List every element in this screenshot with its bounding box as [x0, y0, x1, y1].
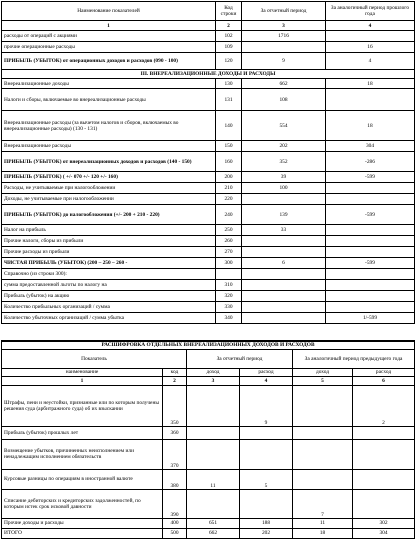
row-code: 500: [163, 528, 187, 538]
column-number: 1: [2, 21, 216, 31]
row-code: 360: [163, 426, 187, 439]
table-row: [2, 302, 415, 313]
row-code: 380: [163, 469, 187, 489]
row-previous: [326, 89, 415, 111]
row-name: сумма предоставленной льготы по налогу на: [2, 280, 216, 291]
row-name: Справочно (из строки 300):: [2, 269, 216, 280]
row-income: [187, 385, 240, 426]
table-row: [2, 111, 415, 141]
row-current: [242, 269, 326, 280]
column-number: 1: [2, 376, 163, 385]
row-current: 33: [242, 225, 326, 236]
col-header-current: За отчетный период: [187, 349, 293, 368]
row-name: Прочие доходы и расходы: [2, 518, 163, 528]
table-row: [2, 291, 415, 302]
row-current: [242, 194, 326, 205]
row-name: Внереализационные расходы (за вычетом налогов и сборов, включаемых во внереализационные расходы) (130 - 131): [2, 111, 216, 141]
column-number: 4: [240, 376, 293, 385]
row-expense: 9: [240, 385, 293, 426]
row-code: 102: [216, 31, 242, 42]
row-code: 140: [216, 111, 242, 141]
table-row: [2, 385, 415, 426]
section-header-row: [2, 70, 415, 79]
row-previous: [326, 183, 415, 194]
table-row: [2, 269, 415, 280]
row-current: [242, 247, 326, 258]
row-name: Курсовые разницы по операциям в иностранной валюте: [2, 469, 163, 489]
row-name: прочие операционные расходы: [2, 42, 216, 53]
row-name: ПРИБЫЛЬ (УБЫТОК) до налогообложения (+/- 200 + 210 - 220): [2, 205, 216, 225]
row-current: [242, 280, 326, 291]
breakdown-subheader-row: [2, 368, 415, 376]
row-current: [242, 236, 326, 247]
row-income-prev: 11: [293, 518, 353, 528]
row-expense-prev: [353, 489, 415, 518]
column-number: 5: [293, 376, 353, 385]
column-number: 3: [187, 376, 240, 385]
column-number-row: [2, 376, 415, 385]
row-expense: [240, 489, 293, 518]
row-previous: [326, 280, 415, 291]
table-row: [2, 152, 415, 172]
col-header-indicator: Показатель: [2, 349, 187, 368]
row-current: 108: [242, 89, 326, 111]
row-income-prev: [293, 469, 353, 489]
row-previous: [326, 247, 415, 258]
row-current: 100: [242, 183, 326, 194]
row-name: Доходы, не учитываемые при налогообложении: [2, 194, 216, 205]
row-income-prev: [293, 439, 353, 469]
row-previous: [326, 236, 415, 247]
table-row: [2, 53, 415, 70]
table-row: [2, 518, 415, 528]
row-name: ИТОГО: [2, 528, 163, 538]
row-name: Списание дебиторских и кредиторских задолженностей, по которым истек срок исковой давности: [2, 489, 163, 518]
column-number-row: [2, 21, 415, 31]
row-income: 662: [187, 528, 240, 538]
column-number: 4: [326, 21, 415, 31]
row-name: расходы от операций с акциями: [2, 31, 216, 42]
subheader-name: наименование: [2, 368, 163, 376]
table-row: [2, 469, 415, 489]
row-income-prev: 7: [293, 489, 353, 518]
breakdown-title: РАСШИФРОВКА ОТДЕЛЬНЫХ ВНЕРЕАЛИЗАЦИОННЫХ ДОХОДОВ И РАСХОДОВ: [2, 341, 415, 349]
table-row: [2, 280, 415, 291]
row-previous: [326, 31, 415, 42]
row-code: [216, 269, 242, 280]
row-name: Штрафы, пени и неустойки, признанные или по которым получены решения суда (арбитражного суда) об их взыскании: [2, 385, 163, 426]
row-current: 352: [242, 152, 326, 172]
subheader-code: код: [163, 368, 187, 376]
row-income: [187, 426, 240, 439]
row-name: ПРИБЫЛЬ (УБЫТОК) от операционных доходов и расходов (090 - 100): [2, 53, 216, 70]
row-name: Внереализационные доходы: [2, 79, 216, 89]
row-name: Возмещение убытков, причиненных неисполнением или ненадлежащим исполнением обязательств: [2, 439, 163, 469]
table-row: [2, 236, 415, 247]
row-previous: [326, 194, 415, 205]
row-current: 39: [242, 172, 326, 183]
row-code: 130: [216, 79, 242, 89]
table-header-row: [2, 2, 415, 21]
row-name: Прочие расходы из прибыли: [2, 247, 216, 258]
row-code: 270: [216, 247, 242, 258]
table-row: [2, 141, 415, 152]
col-header-current: За отчетный период: [242, 2, 326, 21]
row-code: 310: [216, 280, 242, 291]
row-name: Налоги и сборы, включаемые во внереализационные расходы: [2, 89, 216, 111]
row-previous: 304: [326, 141, 415, 152]
row-name: Внереализационные расходы: [2, 141, 216, 152]
row-income: 11: [187, 469, 240, 489]
row-code: 131: [216, 89, 242, 111]
row-name: ПРИБЫЛЬ (УБЫТОК) ( +/- 070 +/- 120 +/- 160): [2, 172, 216, 183]
col-header-previous: За аналогичный период предыдущего года: [293, 349, 415, 368]
row-income: [187, 489, 240, 518]
row-expense: 5: [240, 469, 293, 489]
row-current: 554: [242, 111, 326, 141]
subheader-expense-prev: расход: [353, 368, 415, 376]
row-expense-prev: 304: [353, 528, 415, 538]
row-expense-prev: [353, 426, 415, 439]
row-current: 6: [242, 258, 326, 269]
row-income-prev: [293, 426, 353, 439]
table-row: [2, 258, 415, 269]
breakdown-table: [1, 340, 415, 539]
row-expense-prev: 2: [353, 385, 415, 426]
row-code: 150: [216, 141, 242, 152]
row-income: [187, 439, 240, 469]
row-code: 390: [163, 489, 187, 518]
row-current: [242, 313, 326, 324]
col-header-code: Код строки: [216, 2, 242, 21]
row-previous: [326, 302, 415, 313]
row-code: 240: [216, 205, 242, 225]
row-code: 340: [216, 313, 242, 324]
row-name: Прочие налоги, сборы из прибыли: [2, 236, 216, 247]
column-number: 3: [242, 21, 326, 31]
column-number: 2: [163, 376, 187, 385]
row-current: [242, 302, 326, 313]
row-previous: -599: [326, 258, 415, 269]
row-current: 202: [242, 141, 326, 152]
table-row: [2, 528, 415, 538]
row-previous: [326, 269, 415, 280]
table-row: [2, 426, 415, 439]
row-code: 350: [163, 385, 187, 426]
subheader-expense: расход: [240, 368, 293, 376]
row-income-prev: 18: [293, 528, 353, 538]
row-previous: -599: [326, 172, 415, 183]
breakdown-header-row: [2, 349, 415, 368]
row-current: [242, 42, 326, 53]
row-previous: 4: [326, 53, 415, 70]
row-current: 1716: [242, 31, 326, 42]
row-previous: -599: [326, 205, 415, 225]
row-code: 220: [216, 194, 242, 205]
row-name: Расходы, не учитываемые при налогообложении: [2, 183, 216, 194]
row-code: 300: [216, 258, 242, 269]
table-row: [2, 194, 415, 205]
table-row: [2, 439, 415, 469]
col-header-previous: За аналогичный период прошлого года: [326, 2, 415, 21]
row-code: 120: [216, 53, 242, 70]
row-expense: 202: [240, 528, 293, 538]
row-name: ЧИСТАЯ ПРИБЫЛЬ (УБЫТОК) (200 – 250 – 260 -: [2, 258, 216, 269]
row-expense: 188: [240, 518, 293, 528]
row-previous: [326, 291, 415, 302]
row-current: 9: [242, 53, 326, 70]
section-title: III. ВНЕРЕАЛИЗАЦИОННЫЕ ДОХОДЫ И РАСХОДЫ: [2, 70, 415, 79]
row-expense-prev: 302: [353, 518, 415, 528]
row-name: Прибыль (убыток) на акцию: [2, 291, 216, 302]
table-row: [2, 172, 415, 183]
table-row: [2, 89, 415, 111]
row-previous: 16: [326, 42, 415, 53]
row-current: 662: [242, 79, 326, 89]
subheader-income-prev: доход: [293, 368, 353, 376]
table-row: [2, 205, 415, 225]
row-expense: [240, 426, 293, 439]
row-code: 200: [216, 172, 242, 183]
table-row: [2, 247, 415, 258]
column-number: 2: [216, 21, 242, 31]
row-current: [242, 291, 326, 302]
row-code: 370: [163, 439, 187, 469]
row-expense: [240, 439, 293, 469]
row-code: 109: [216, 42, 242, 53]
row-code: 260: [216, 236, 242, 247]
table-row: [2, 42, 415, 53]
table-row: [2, 79, 415, 89]
table-row: [2, 225, 415, 236]
row-code: 330: [216, 302, 242, 313]
table-row: [2, 313, 415, 324]
row-code: 320: [216, 291, 242, 302]
table-row: [2, 183, 415, 194]
subheader-income: доход: [187, 368, 240, 376]
row-name: Количество убыточных организаций / сумма убытка: [2, 313, 216, 324]
income-statement-table: [1, 1, 415, 324]
row-income-prev: [293, 385, 353, 426]
row-income: 651: [187, 518, 240, 528]
row-name: Количество прибыльных организаций / сумма: [2, 302, 216, 313]
row-previous: 1/-599: [326, 313, 415, 324]
table-row: [2, 31, 415, 42]
row-code: 400: [163, 518, 187, 528]
row-expense-prev: [353, 439, 415, 469]
row-name: Налог на прибыль: [2, 225, 216, 236]
row-previous: [326, 225, 415, 236]
row-previous: 18: [326, 79, 415, 89]
row-code: 250: [216, 225, 242, 236]
row-previous: 18: [326, 111, 415, 141]
column-number: 6: [353, 376, 415, 385]
breakdown-title-row: [2, 341, 415, 349]
row-previous: -286: [326, 152, 415, 172]
row-name: ПРИБЫЛЬ (УБЫТОК) от внереализационных доходов и расходов (140 - 150): [2, 152, 216, 172]
row-code: 210: [216, 183, 242, 194]
row-current: 139: [242, 205, 326, 225]
row-name: Прибыль (убыток) прошлых лет: [2, 426, 163, 439]
table-row: [2, 489, 415, 518]
row-code: 160: [216, 152, 242, 172]
row-expense-prev: [353, 469, 415, 489]
col-header-name: Наименование показателей: [2, 2, 216, 21]
